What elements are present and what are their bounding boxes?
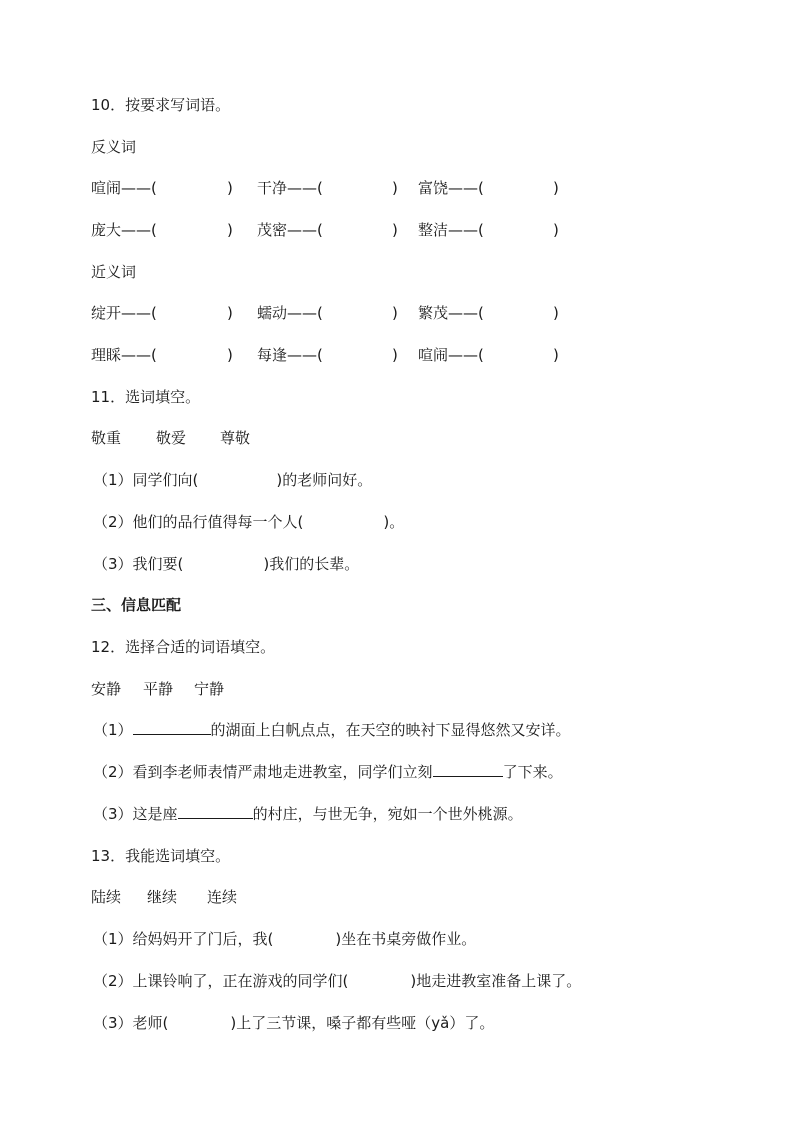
close-paren: ) [227,304,233,322]
section-heading: 三、信息匹配 [91,596,182,614]
antonym-2-1: 庞大——( [91,221,157,239]
q11-item-2 [93,512,404,532]
item-text-after: )。 [383,513,405,531]
item-number: （2） [93,513,133,531]
q13-item-1 [93,929,476,949]
option-word: 继续 [147,888,178,906]
antonym-1-2: 干净——( [257,179,323,197]
item-number: （1） [93,471,133,489]
option-word: 尊敬 [220,429,251,447]
q12-item-2 [93,762,563,782]
q12-title: 12．选择合适的词语填空。 [91,638,276,656]
synonym-2-2: 每逢——( [257,346,323,364]
close-paren: ) [392,179,398,197]
q13-item-2 [93,971,581,991]
close-paren: ) [553,221,559,239]
q11-item-1 [93,470,372,490]
antonym-2-2: 茂密——( [257,221,323,239]
synonym-1-3: 繁茂——( [418,304,484,322]
item-number: （3） [93,1014,133,1032]
item-text-before: 老师( [132,1014,169,1032]
antonym-1-1: 喧闹——( [91,179,157,197]
close-paren: ) [227,221,233,239]
q13-title: 13．我能选词填空。 [91,847,231,865]
item-text-before: 这是座 [132,805,178,823]
answer-blank[interactable] [178,804,253,819]
item-text-before: 上课铃响了，正在游戏的同学们( [132,972,349,990]
item-text-before: 同学们向( [132,471,199,489]
item-text-before: 给妈妈开了门后，我( [132,930,274,948]
item-text-after: )的老师问好。 [276,471,373,489]
q12-item-3 [93,804,523,824]
item-text-before: 看到李老师表情严肃地走进教室，同学们立刻 [132,763,433,781]
synonym-2-3: 喧闹——( [418,346,484,364]
item-text-after: 了下来。 [502,763,563,781]
option-word: 陆续 [91,888,122,906]
synonym-1-2: 蠕动——( [257,304,323,322]
option-word: 安静 [91,680,122,698]
q11-item-3 [93,554,359,574]
item-number: （2） [93,763,133,781]
antonym-1-3: 富饶——( [418,179,484,197]
item-number: （3） [93,805,133,823]
item-text-after: )上了三节课，嗓子都有些哑（yǎ）了。 [230,1014,495,1032]
option-word: 宁静 [194,680,225,698]
q10-title: 10．按要求写词语。 [91,96,231,114]
synonym-heading: 近义词 [91,263,137,281]
close-paren: ) [553,304,559,322]
option-word: 平静 [143,680,174,698]
close-paren: ) [227,346,233,364]
option-word: 敬重 [91,429,122,447]
item-number: （1） [93,721,133,739]
q12-item-1 [93,720,571,740]
item-text-after: )我们的长辈。 [263,555,360,573]
answer-blank[interactable] [433,762,503,777]
option-word: 敬爱 [156,429,187,447]
item-number: （2） [93,972,133,990]
item-number: （1） [93,930,133,948]
item-text-after: )地走进教室准备上课了。 [410,972,582,990]
item-number: （3） [93,555,133,573]
item-text-after: )坐在书桌旁做作业。 [335,930,477,948]
close-paren: ) [392,304,398,322]
q11-title: 11．选词填空。 [91,388,201,406]
q13-item-3 [93,1013,494,1033]
synonym-2-1: 理睬——( [91,346,157,364]
close-paren: ) [392,346,398,364]
item-text-after: 的湖面上白帆点点，在天空的映衬下显得悠然又安详。 [210,721,571,739]
close-paren: ) [227,179,233,197]
antonym-heading: 反义词 [91,138,137,156]
item-text-before: 他们的品行值得每一个人( [132,513,304,531]
option-word: 连续 [207,888,238,906]
close-paren: ) [553,346,559,364]
answer-blank[interactable] [133,720,211,735]
synonym-1-1: 绽开——( [91,304,157,322]
close-paren: ) [392,221,398,239]
item-text-after: 的村庄，与世无争，宛如一个世外桃源。 [252,805,523,823]
item-text-before: 我们要( [132,555,184,573]
antonym-2-3: 整洁——( [418,221,484,239]
close-paren: ) [553,179,559,197]
